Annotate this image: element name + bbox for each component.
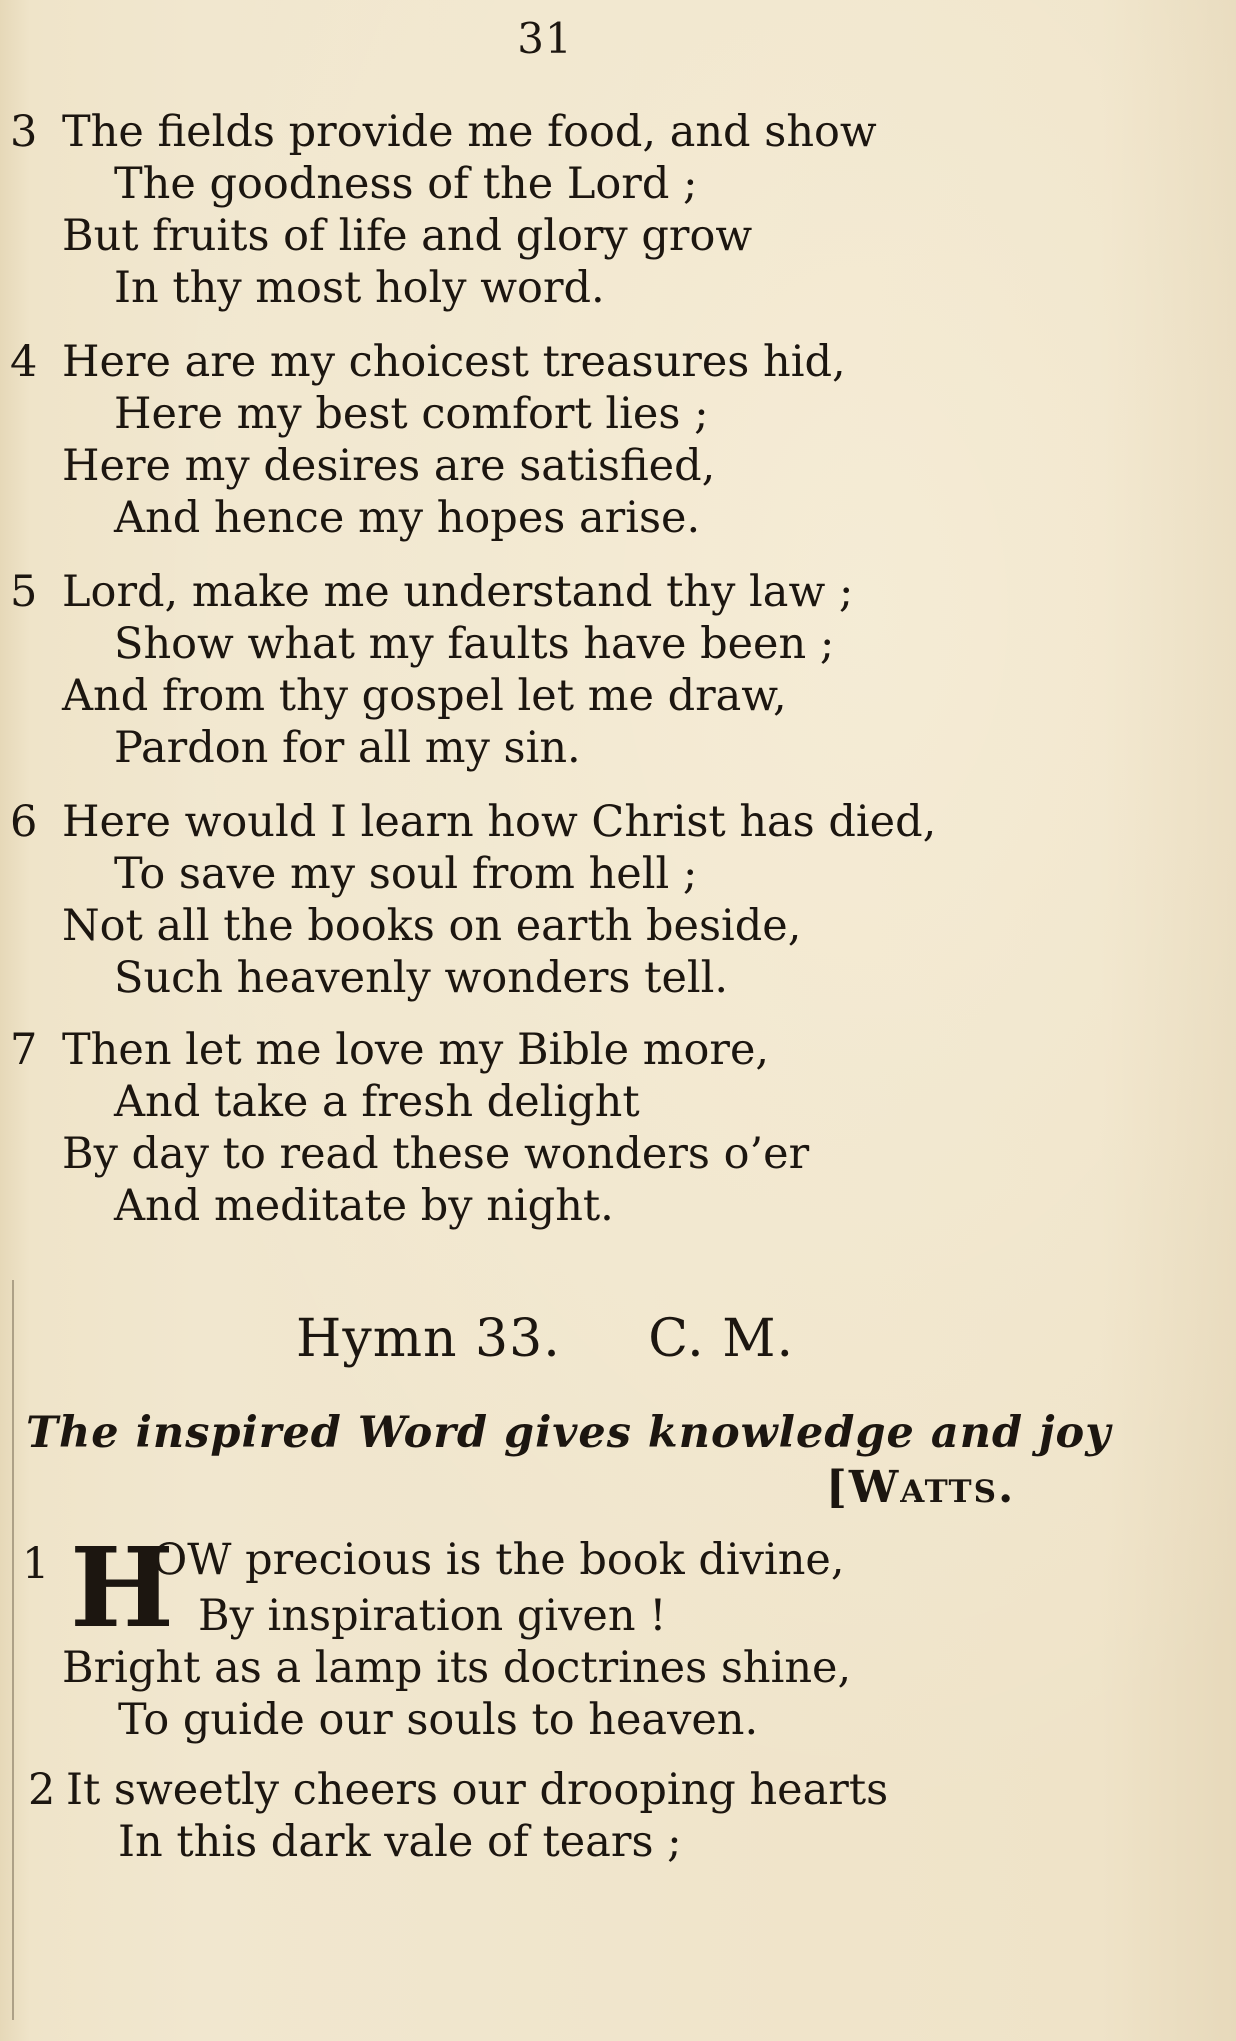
- verse-number: 6: [10, 797, 38, 847]
- verse-number: 4: [10, 337, 38, 387]
- hymn-subtitle: The inspired Word gives knowledge and joy: [26, 1408, 1112, 1458]
- verse-number: 7: [10, 1025, 38, 1075]
- verse-line: To save my soul from hell ;: [114, 849, 698, 899]
- verse-line: In this dark vale of tears ;: [118, 1817, 682, 1867]
- page-number: 31: [517, 14, 573, 63]
- page-edge-line: [12, 1280, 14, 2020]
- hymn-author: [Watts.: [826, 1462, 1016, 1513]
- verse-line: But fruits of life and glory grow: [62, 211, 753, 261]
- verse-number: 1: [22, 1539, 50, 1589]
- verse-line: The goodness of the Lord ;: [114, 159, 698, 209]
- verse-line: To guide our souls to heaven.: [118, 1695, 759, 1745]
- verse-line: Then let me love my Bible more,: [62, 1025, 770, 1075]
- verse-number: 2: [28, 1765, 56, 1815]
- hymn-number: Hymn 33.: [295, 1309, 561, 1369]
- verse-line: Pardon for all my sin.: [114, 723, 581, 773]
- verse-line: The fields provide me food, and show: [62, 107, 877, 157]
- verse-line: Lord, make me understand thy law ;: [62, 567, 854, 617]
- verse-line: It sweetly cheers our drooping hearts: [66, 1765, 889, 1815]
- verse-line: Not all the books on earth beside,: [62, 901, 802, 951]
- verse-line: Here would I learn how Christ has died,: [62, 797, 937, 847]
- verse-line: And from thy gospel let me draw,: [62, 671, 787, 721]
- verse-number: 5: [10, 567, 38, 617]
- verse-line: By inspiration given !: [198, 1591, 667, 1641]
- verse-line: By day to read these wonders o’er: [62, 1129, 810, 1179]
- drop-cap: H: [70, 1523, 174, 1652]
- hymn-metre: C. M.: [648, 1309, 795, 1369]
- verse-line: Bright as a lamp its doctrines shine,: [62, 1643, 852, 1693]
- verse-line: Here are my choicest treasures hid,: [62, 337, 846, 387]
- verse-number: 3: [10, 107, 38, 157]
- verse-line: OW precious is the book divine,: [152, 1535, 845, 1585]
- verse-line: Here my best comfort lies ;: [114, 389, 709, 439]
- verse-line: And meditate by night.: [114, 1181, 614, 1231]
- verse-line: And hence my hopes arise.: [114, 493, 701, 543]
- verse-line: Show what my faults have been ;: [114, 619, 835, 669]
- verse-line: And take a fresh delight: [114, 1077, 640, 1127]
- verse-line: Here my desires are satisfied,: [62, 441, 716, 491]
- hymn-title: [0, 1308, 1090, 1370]
- verse-line: Such heavenly wonders tell.: [114, 953, 729, 1003]
- verse-line: In thy most holy word.: [114, 263, 605, 313]
